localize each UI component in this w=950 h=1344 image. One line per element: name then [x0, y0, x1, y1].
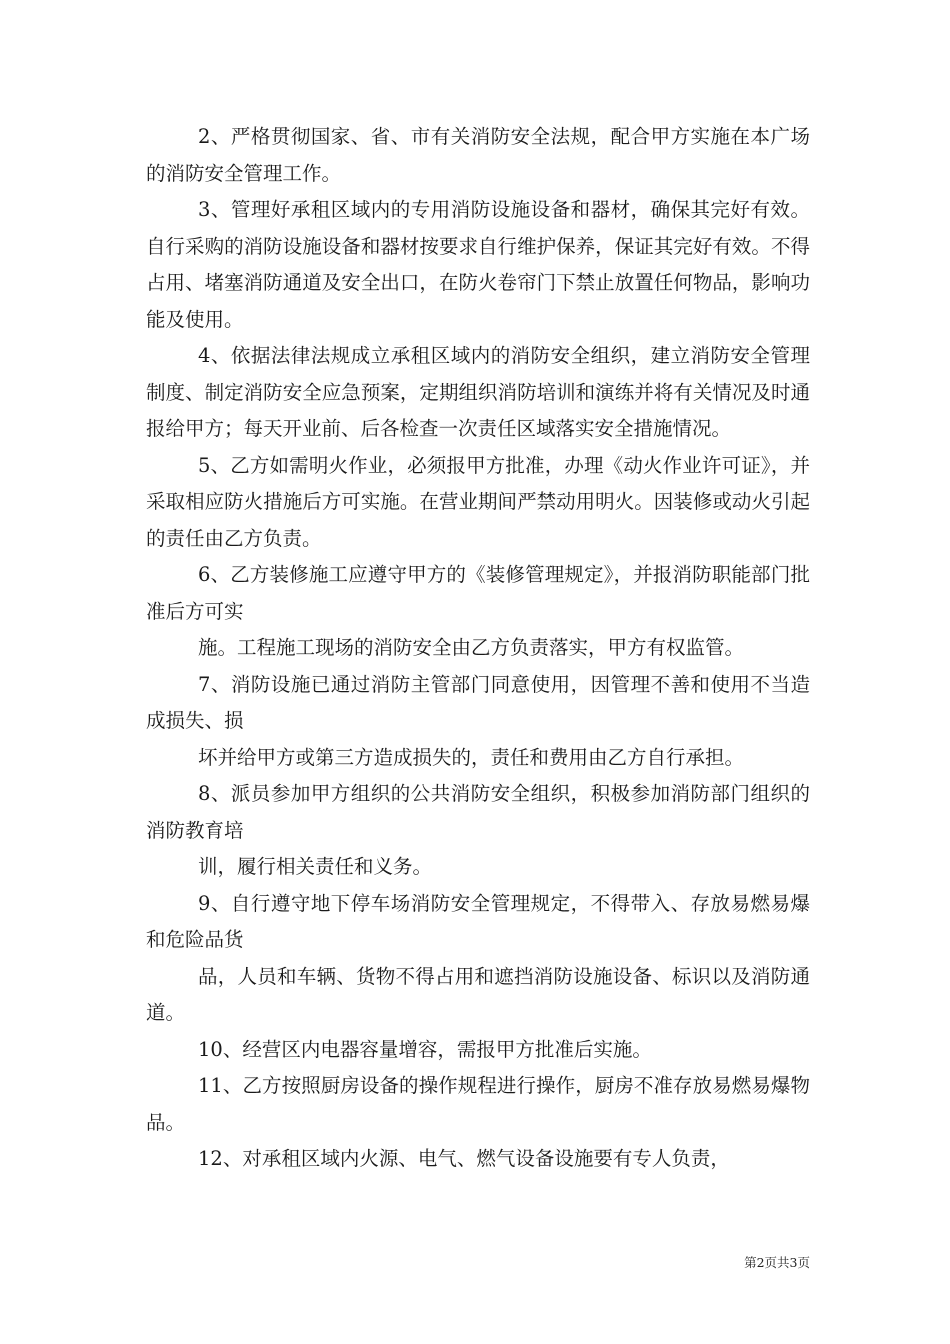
paragraph-item-6b: 施。工程施工现场的消防安全由乙方负责落实，甲方有权监管。	[198, 636, 745, 659]
paragraph-item-9a: 9、自行遵守地下停车场消防安全管理规定，不得带入、存放易燃易爆和危险品货	[146, 891, 810, 951]
paragraph-item-2: 2、严格贯彻国家、省、市有关消防安全法规，配合甲方实施在本广场的消防安全管理工作。	[146, 125, 810, 185]
paragraph-item-11: 11、乙方按照厨房设备的操作规程进行操作，厨房不准存放易燃易爆物品。	[146, 1074, 810, 1134]
paragraph-item-12: 12、对承租区域内火源、电气、燃气设备设施要有专人负责，	[198, 1147, 730, 1170]
paragraph-item-8b: 训，履行相关责任和义务。	[198, 855, 433, 878]
page-number-footer: 第2页共3页	[744, 1255, 810, 1270]
paragraph-item-10: 10、经营区内电器容量增容，需报甲方批准后实施。	[198, 1037, 652, 1061]
paragraph-item-3: 3、管理好承租区域内的专用消防设施设备和器材，确保其完好有效。自行采购的消防设施设备和器材按要求自行维护保养，保证其完好有效。不得占用、堵塞消防通道及安全出口，在防火卷帘门下禁止放置任何物品，影响功能及使用。	[146, 198, 810, 331]
paragraph-item-9b: 品，人员和车辆、货物不得占用和遮挡消防设施设备、标识以及消防通道。	[146, 964, 810, 1024]
paragraph-item-8a: 8、派员参加甲方组织的公共消防安全组织，积极参加消防部门组织的消防教育培	[146, 782, 810, 842]
paragraph-item-7b: 坏并给甲方或第三方造成损失的，责任和费用由乙方自行承担。	[198, 745, 745, 769]
paragraph-item-7a: 7、消防设施已通过消防主管部门同意使用，因管理不善和使用不当造成损失、损	[146, 672, 810, 732]
paragraph-item-6a: 6、乙方装修施工应遵守甲方的《装修管理规定》，并报消防职能部门批准后方可实	[146, 563, 810, 623]
document-body	[146, 119, 810, 1178]
paragraph-item-5: 5、乙方如需明火作业，必须报甲方批准，办理《动火作业许可证》，并采取相应防火措施后方可实施。在营业期间严禁动用明火。因装修或动火引起的责任由乙方负责。	[146, 453, 810, 550]
paragraph-item-4: 4、依据法律法规成立承租区域内的消防安全组织，建立消防安全管理制度、制定消防安全应急预案，定期组织消防培训和演练并将有关情况及时通报给甲方；每天开业前、后各检查一次责任区域落实安全措施情况。	[146, 344, 810, 440]
